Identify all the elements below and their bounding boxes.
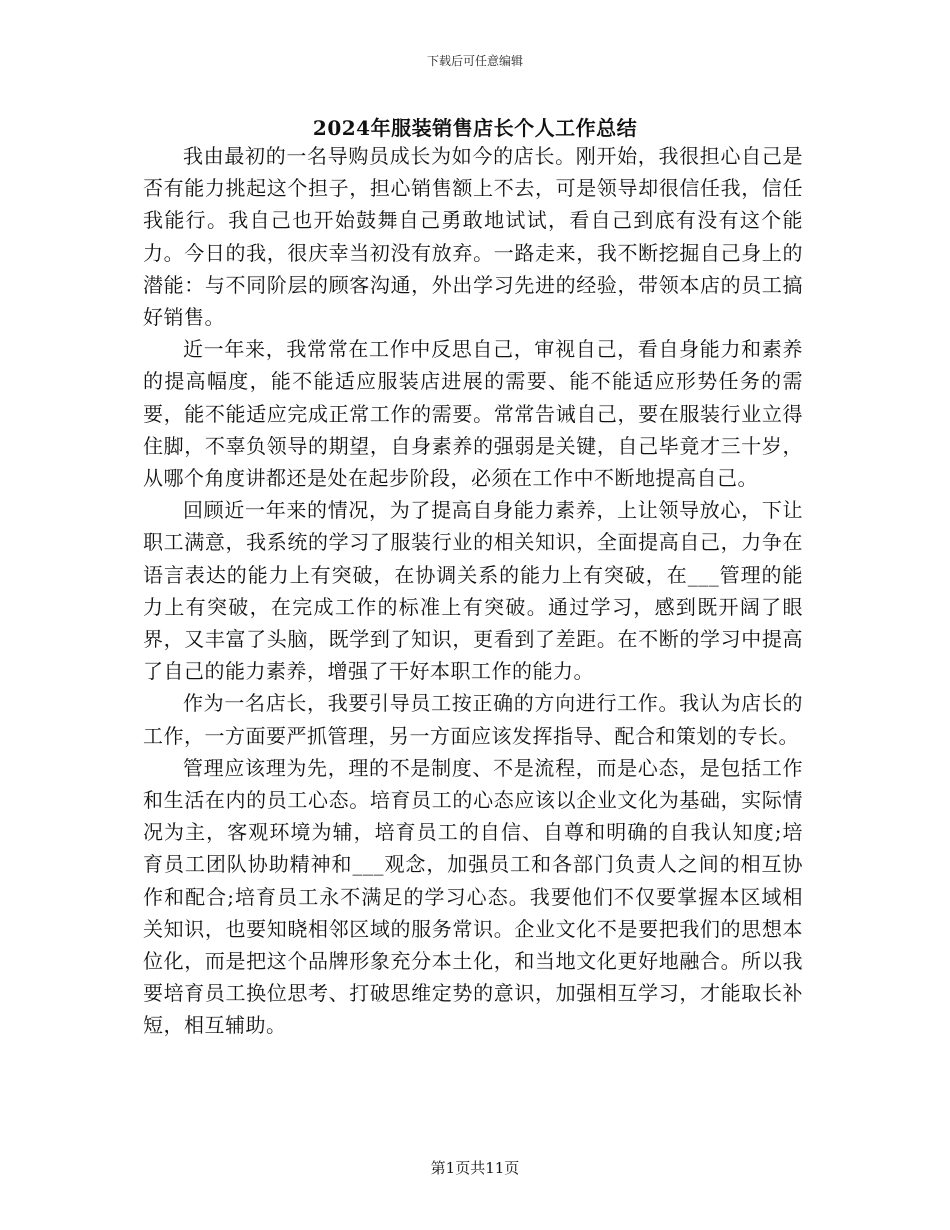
document-title: 2024年服装销售店长个人工作总结 [312, 116, 638, 140]
body-paragraph: 回顾近一年来的情况，为了提高自身能力素养，上让领导放心，下让职工满意，我系统的学习了服装行业的相关知识，全面提高自己，力争在语言表达的能力上有突破，在协调关系的能力上有突破，在___管理的能力上有突破，在完成工作的标准上有突破。通过学习，感到既开阔了眼界，又丰富了头脑，既学到了知识，更看到了差距。在不断的学习中提高了自己的能力素养，增强了干好本职工作的能力。 [143, 498, 803, 684]
document-body [143, 140, 803, 1042]
body-paragraph: 管理应该理为先，理的不是制度、不是流程，而是心态，是包括工作和生活在内的员工心态。培育员工的心态应该以企业文化为基础，实际情况为主，客观环境为辅，培育员工的自信、自尊和明确的自我认知度;培育员工团队协助精神和___观念，加强员工和各部门负责人之间的相互协作和配合;培育员工永不满足的学习心态。我要他们不仅要掌握本区域相关知识，也要知晓相邻区域的服务常识。企业文化不是要把我们的思想本位化，而是把这个品牌形象充分本土化，和当地文化更好地融合。所以我要培育员工换位思考、打破思维定势的意识，加强相互学习，才能取长补短，相互辅助。 [143, 755, 803, 1038]
header-note: 下载后可任意编辑 [426, 54, 523, 68]
body-paragraph: 作为一名店长，我要引导员工按正确的方向进行工作。我认为店长的工作，一方面要严抓管理，另一方面应该发挥指导、配合和策划的专长。 [143, 691, 803, 748]
body-paragraph: 近一年来，我常常在工作中反思自己，审视自己，看自身能力和素养的提高幅度，能不能适应服装店进展的需要、能不能适应形势任务的需要，能不能适应完成正常工作的需要。常常告诫自己，要在服装行业立得住脚，不辜负领导的期望，自身素养的强弱是关键，自己毕竟才三十岁，从哪个角度讲都还是处在起步阶段，必须在工作中不断地提高自己。 [143, 337, 803, 491]
body-paragraph: 我由最初的一名导购员成长为如今的店长。刚开始，我很担心自己是否有能力挑起这个担子，担心销售额上不去，可是领导却很信任我，信任我能行。我自己也开始鼓舞自己勇敢地试试，看自己到底有没有这个能力。今日的我，很庆幸当初没有放弃。一路走来，我不断挖掘自己身上的潜能：与不同阶层的顾客沟通，外出学习先进的经验，带领本店的员工搞好销售。 [143, 144, 803, 330]
page-number-footer: 第1页共11页 [430, 1159, 520, 1177]
